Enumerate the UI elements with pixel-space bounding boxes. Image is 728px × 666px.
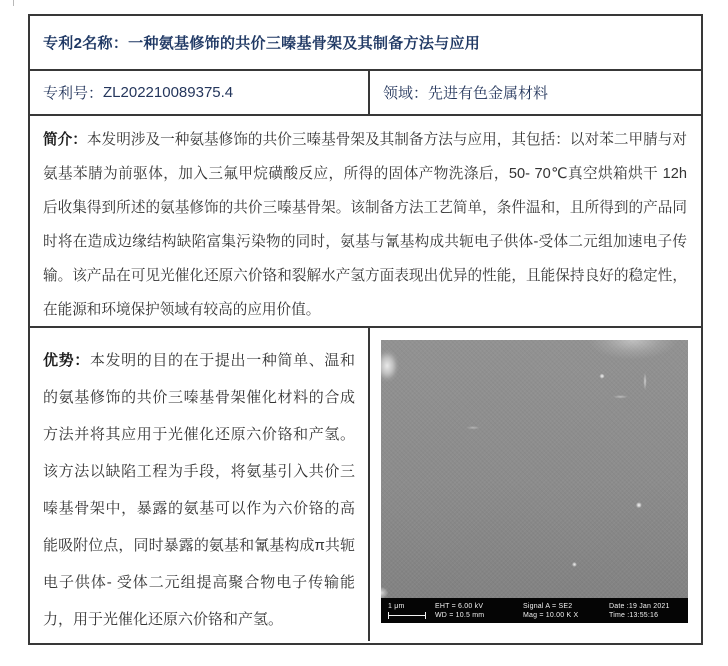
advantage-cell: [30, 328, 370, 641]
sem-signal-value: Signal A = SE2: [523, 602, 573, 610]
sem-eht-value: EHT = 6.00 kV: [435, 602, 484, 610]
sem-signal-mag-column: [523, 602, 609, 620]
sem-micrograph-image: [381, 340, 688, 598]
patent-title-text: 一种氨基修饰的共价三嗪基骨架及其制备方法与应用: [128, 35, 481, 52]
intro-row: [30, 116, 701, 328]
sem-mag-value: Mag = 10.00 K X: [523, 611, 579, 619]
patent-number-cell: [30, 71, 370, 114]
sem-date-time-column: [609, 602, 688, 620]
field-cell: [370, 71, 701, 114]
intro-label: 简介：: [43, 132, 87, 148]
sem-eht-wd-column: [435, 602, 523, 620]
patent-number-label: 专利号：: [43, 85, 104, 102]
advantage-text: 本发明的目的在于提出一种简单、温和的氨基修饰的共价三嗪基骨架催化材料的合成方法并将其应用于光催化还原六价铬和产氢。该方法以缺陷工程为手段，将氨基引入共价三嗪基骨架中，暴露的氨基可以作为六价铬的高能吸附位点，同时暴露的氨基和氰基构成π共轭电子供体- 受体二元组提高聚合物电子传输能力，用于光催化还原六价铬和产氢。: [43, 352, 355, 628]
sem-micrograph: [381, 340, 688, 623]
figure-cell: [370, 328, 701, 641]
patent-info-table: [28, 14, 703, 645]
sem-date-value: Date :19 Jan 2021: [609, 602, 670, 610]
field-value: 先进有色金属材料: [428, 85, 549, 102]
field-label: 领域：: [383, 85, 429, 102]
window-edge-tick: [13, 0, 14, 6]
sem-time-value: Time :13:55:16: [609, 611, 659, 619]
patent-meta-row: [30, 71, 701, 116]
sem-scale-block: [381, 602, 435, 619]
intro-text: 本发明涉及一种氨基修饰的共价三嗪基骨架及其制备方法与应用，其包括：以对苯二甲腈与对氨基苯腈为前驱体，加入三氟甲烷磺酸反应，所得的固体产物洗涤后，50- 70℃真空烘箱烘干 12h 后收集得到所述的氨基修饰的共价三嗪基骨架。该制备方法工艺简单，条件温和，且所得到的产品同时将在造成边缘结构缺陷富集污染物的同时，氨基与氰基构成共轭电子供体-受体二元组加速电子传输。该产品在可见光催化还原六价铬和裂解水产氢方面表现出优异的性能，且能保持良好的稳定性，在能源和环境保护领域有较高的应用价值。: [43, 132, 687, 318]
advantage-row: [30, 328, 701, 641]
advantage-label: 优势：: [43, 352, 90, 369]
patent-number-value: ZL202210089375.4: [103, 84, 234, 101]
sem-wd-value: WD = 10.5 mm: [435, 611, 485, 619]
patent-title-label: 专利2名称：: [43, 35, 129, 52]
sem-info-bar: [381, 598, 688, 623]
sem-scale-label: 1 μm: [388, 603, 405, 610]
patent-title-row: [30, 16, 701, 71]
sem-scale-bar: [388, 612, 426, 619]
